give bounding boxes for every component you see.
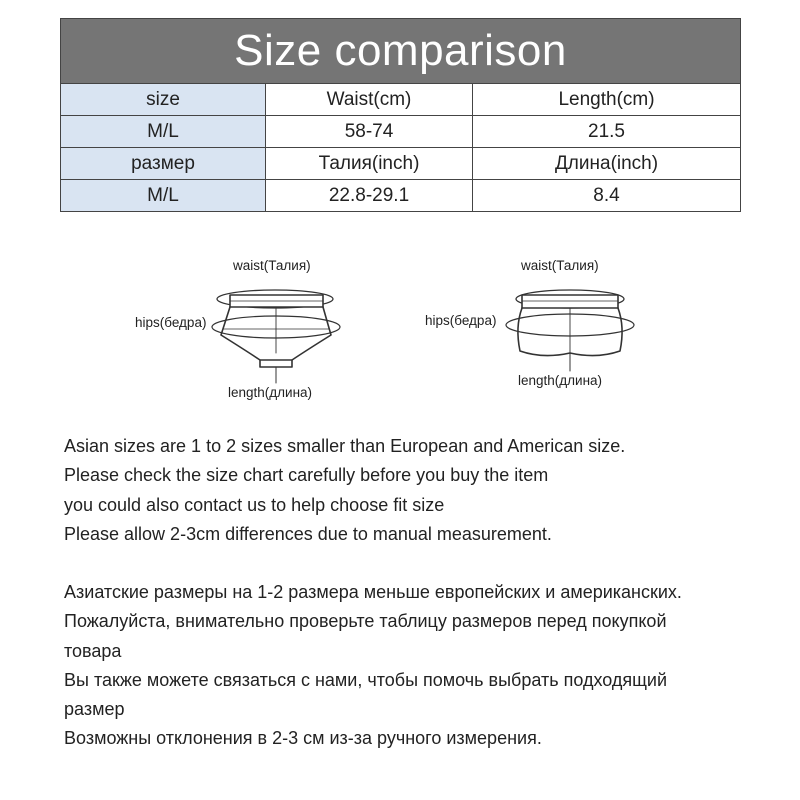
notes-russian [64, 578, 764, 754]
note-line: товара [64, 640, 122, 661]
table-cell: size [61, 84, 266, 116]
note-line: Вы также можете связаться с нами, чтобы помочь выбрать подходящий [64, 669, 668, 690]
table-cell: 21.5 [473, 116, 741, 148]
table-cell: 8.4 [473, 180, 741, 212]
table-cell: M/L [61, 116, 266, 148]
size-comparison-table [60, 18, 741, 212]
note-line: Пожалуйста, внимательно проверьте таблицу размеров перед покупкой [64, 611, 667, 632]
table-row [61, 84, 741, 116]
length-label: length(длина) [228, 385, 313, 400]
note-line: Please allow 2-3cm differences due to manual measurement. [64, 523, 552, 544]
table-title-row [61, 19, 741, 84]
table-row [61, 180, 741, 212]
length-label: length(длина) [518, 373, 603, 388]
table-cell: Длина(inch) [473, 148, 741, 180]
note-line: Азиатские размеры на 1-2 размера меньше европейских и американских. [64, 582, 682, 602]
notes-english [64, 432, 764, 549]
boxer-measurement-diagram [425, 255, 685, 425]
note-line: you could also contact us to help choose fit size [64, 494, 445, 515]
table-row [61, 148, 741, 180]
table-cell: Талия(inch) [266, 148, 473, 180]
table-title: Size comparison [61, 19, 741, 84]
table-cell: Waist(cm) [266, 84, 473, 116]
note-line: размер [64, 699, 125, 720]
table-cell: размер [61, 148, 266, 180]
note-line: Возможны отклонения в 2-3 см из-за ручного измерения. [64, 728, 542, 749]
table-cell: M/L [61, 180, 266, 212]
hips-label: hips(бедра) [135, 315, 207, 330]
note-line: Please check the size chart carefully before you buy the item [64, 465, 549, 486]
table-cell: 22.8-29.1 [266, 180, 473, 212]
waist-label: waist(Талия) [233, 258, 311, 273]
table-cell: Length(cm) [473, 84, 741, 116]
boxer-icon [425, 255, 685, 425]
table-cell: 58-74 [266, 116, 473, 148]
waist-label: waist(Талия) [521, 258, 599, 273]
brief-measurement-diagram [135, 255, 395, 425]
note-line: Asian sizes are 1 to 2 sizes smaller than European and American size. [64, 436, 626, 456]
table-row [61, 116, 741, 148]
hips-label: hips(бедра) [425, 313, 497, 328]
